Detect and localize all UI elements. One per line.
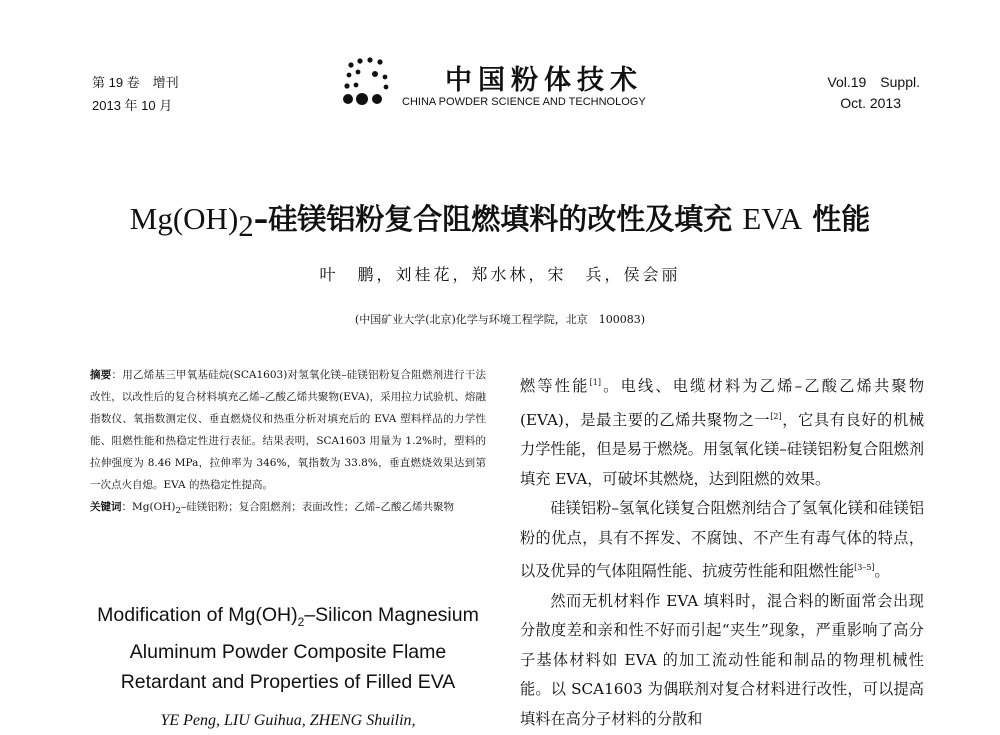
body-p1-start: 燃等性能 <box>520 377 590 396</box>
logo-dot-1 <box>348 62 353 67</box>
volume-issue-en: Vol.19 Suppl. <box>827 74 920 90</box>
logo-dot-7 <box>372 71 378 77</box>
english-title <box>70 600 506 697</box>
logo-dot-5 <box>347 73 352 78</box>
logo-dot-4 <box>377 59 382 64</box>
citation-ref-2: [2] <box>770 411 782 421</box>
body-paragraph-1 <box>520 368 924 494</box>
abstract-text: ：用乙烯基三甲氧基硅烷(SCA1603)对氢氧化镁–硅镁铝粉复合阻燃剂进行干法改性，以改性后的复合材料填充乙烯–乙酸乙烯共聚物(EVA)，采用拉力试验机、熔融指数仪、氧指数测定仪、垂直燃烧仪和热重分析对填充后的 EVA 塑料样品的力学性能、阻燃性能和热稳定性进行表征。结果表明，SCA1603 用量为 1.2%时，塑料的拉伸强度为 8.46 MPa，拉伸率为 346%，氧指数为 33.8%，垂直燃烧效果达到第一次点火自熄。EVA 的热稳定性提高。 <box>90 369 487 491</box>
citation-ref-3-5: [3–5] <box>854 563 875 573</box>
keywords-formula: ：Mg(OH) <box>121 501 176 513</box>
abstract-paragraph <box>90 364 486 496</box>
journal-name-en: CHINA POWDER SCIENCE AND TECHNOLOGY <box>402 96 646 108</box>
logo-ball-2 <box>356 93 368 105</box>
keywords-label: 关键词 <box>90 501 122 513</box>
english-title-line-2: Aluminum Powder Composite Flame <box>129 640 447 663</box>
body-paragraph-2 <box>520 494 924 587</box>
journal-logo-icon <box>342 55 398 107</box>
abstract-block <box>90 364 486 522</box>
body-column <box>520 368 924 734</box>
logo-dot-8 <box>383 75 388 80</box>
authors-cn: 叶 鹏，刘桂花，郑水林，宋 兵，侯会丽 <box>319 265 681 284</box>
logo-ball-3 <box>372 94 382 104</box>
title-formula: Mg(OH) <box>129 201 239 236</box>
logo-dot-11 <box>384 85 389 90</box>
title-eva: EVA <box>742 201 803 236</box>
english-title-formula: Modification of Mg(OH) <box>97 604 298 626</box>
logo-ball-1 <box>343 94 353 104</box>
journal-name-cn: 中国粉体技术 <box>445 65 643 96</box>
english-title-subscript: 2 <box>297 614 305 629</box>
volume-issue-cn: 第 19 卷 增刊 <box>92 75 179 90</box>
keywords-text: –硅镁铝粉；复合阻燃剂；表面改性；乙烯–乙酸乙烯共聚物 <box>181 501 455 513</box>
english-title-line-1 <box>70 600 506 637</box>
keywords-formula-subscript: 2 <box>175 506 182 517</box>
logo-dot-2 <box>357 58 362 63</box>
logo-dot-10 <box>354 83 359 88</box>
logo-dot-9 <box>344 83 349 88</box>
english-title-line-3: Retardant and Properties of Filled EVA <box>120 670 456 693</box>
keywords-paragraph <box>90 496 486 522</box>
body-p2-end: 。 <box>874 562 890 581</box>
authors-en: YE Peng, LIU Guihua, ZHENG Shuilin, <box>160 712 416 729</box>
affiliation-cn: (中国矿业大学(北京)化学与环境工程学院，北京 100083) <box>354 313 646 326</box>
title-end: 性能 <box>802 202 871 236</box>
title-main: –硅镁铝粉复合阻燃填料的改性及填充 <box>253 202 743 236</box>
title-formula-subscript: 2 <box>238 207 254 243</box>
body-p1-middle: 。电线、电缆材料为乙烯–乙酸乙烯共聚物(EVA)，是最主要的乙烯共聚物之一 <box>520 377 925 429</box>
body-p1-end: ，它具有良好的机械力学性能，但是易于燃烧。用氢氧化镁–硅镁铝粉复合阻燃剂填充 EVA，可破坏其燃烧，达到阻燃的效果。 <box>520 410 925 488</box>
paper-title <box>0 197 1000 244</box>
body-p2-text: 硅镁铝粉–氢氧化镁复合阻燃剂结合了氢氧化镁和硅镁铝粉的优点，具有不挥发、不腐蚀、不产生有毒气体的特点，以及优异的气体阻隔性能、抗疲劳性能和阻燃性能 <box>520 499 924 581</box>
date-en: Oct. 2013 <box>840 95 901 111</box>
body-paragraph-3: 然而无机材料作 EVA 填料时，混合料的断面常会出现分散度差和亲和性不好而引起“夹生”现象，严重影响了高分子基体材料如 EVA 的加工流动性能和制品的物理机械性能。以 SCA1603 为偶联剂对复合材料进行改性，可以提高填料在高分子材料的分散和 <box>520 591 924 728</box>
date-cn: 2013 年 10 月 <box>92 98 173 113</box>
english-title-line-1-end: –Silicon Magnesium <box>304 604 479 626</box>
logo-dot-3 <box>367 57 372 62</box>
logo-dot-6 <box>356 70 361 75</box>
citation-ref-1: [1] <box>589 378 601 387</box>
abstract-label: 摘要 <box>90 369 112 381</box>
